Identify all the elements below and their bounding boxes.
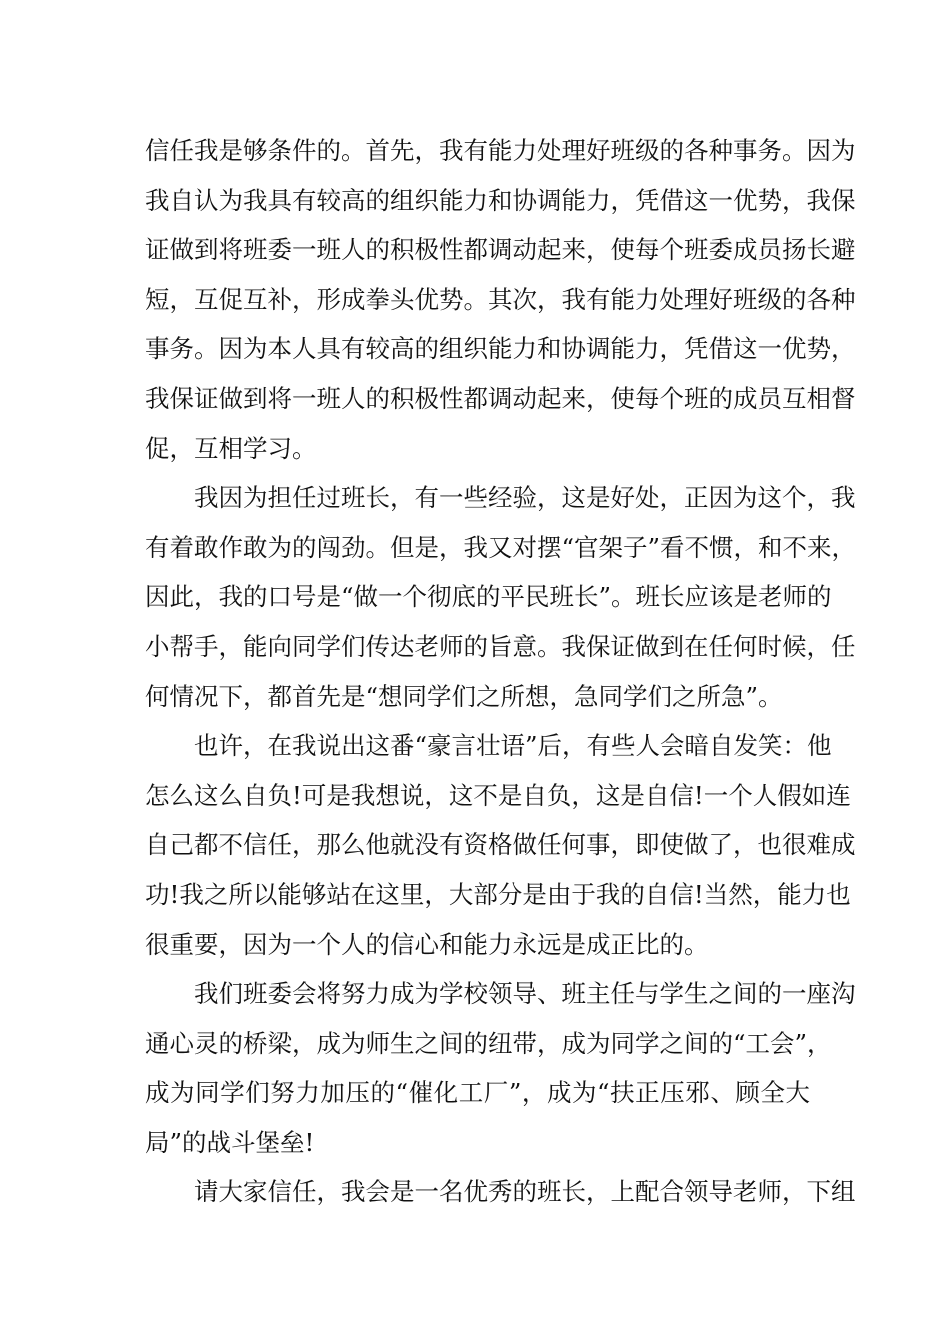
text-line: 怎么这么自负!可是我想说，这不是自负，这是自信!一个人假如连: [145, 780, 851, 810]
text-line: 事务。因为本人具有较高的组织能力和协调能力，凭借这一优势，: [145, 334, 856, 364]
text-line: 功!我之所以能够站在这里，大部分是由于我的自信!当然，能力也: [145, 879, 851, 909]
text-line: 我保证做到将一班人的积极性都调动起来，使每个班的成员互相督: [145, 383, 856, 413]
text-line: 小帮手，能向同学们传达老师的旨意。我保证做到在任何时候，任: [145, 631, 856, 661]
text-line: 请大家信任，我会是一名优秀的班长，上配合领导老师，下组: [194, 1177, 856, 1207]
text-line: 我自认为我具有较高的组织能力和协调能力，凭借这一优势，我保: [145, 185, 856, 215]
text-line: 通心灵的桥梁，成为师生之间的纽带，成为同学之间的“工会”，: [145, 1028, 832, 1058]
text-line: 也许，在我说出这番“豪言壮语”后，有些人会暗自发笑：他: [194, 731, 832, 761]
text-line: 我们班委会将努力成为学校领导、班主任与学生之间的一座沟: [194, 979, 856, 1009]
text-line: 促，互相学习。: [145, 433, 317, 463]
paragraph: [145, 1167, 856, 1217]
paragraph: [145, 126, 856, 473]
document-body: [145, 126, 857, 1217]
text-line: 很重要，因为一个人的信心和能力永远是成正比的。: [145, 929, 709, 959]
paragraph: [145, 969, 856, 1167]
text-line: 局”的战斗堡垒!: [145, 1127, 315, 1157]
text-line: 信任我是够条件的。首先，我有能力处理好班级的各种事务。因为: [145, 136, 856, 165]
text-line: 成为同学们努力加压的“催化工厂”，成为“扶正压邪、顾全大: [145, 1078, 810, 1108]
text-line: 短，互促互补，形成拳头优势。其次，我有能力处理好班级的各种: [145, 284, 856, 314]
text-line: 因此，我的口号是“做一个彻底的平民班长”。班长应该是老师的: [145, 582, 832, 612]
text-line: 证做到将班委一班人的积极性都调动起来，使每个班委成员扬长避: [145, 235, 856, 265]
paragraph: [145, 473, 857, 721]
text-line: 有着敢作敢为的闯劲。但是，我又对摆“官架子”看不惯，和不来，: [145, 532, 857, 562]
text-line: 何情况下，都首先是“想同学们之所想，急同学们之所急”。: [145, 681, 783, 711]
text-line: 我因为担任过班长，有一些经验，这是好处，正因为这个，我: [194, 483, 856, 513]
text-line: 自己都不信任，那么他就没有资格做任何事，即使做了，也很难成: [145, 830, 856, 860]
paragraph: [145, 721, 856, 969]
